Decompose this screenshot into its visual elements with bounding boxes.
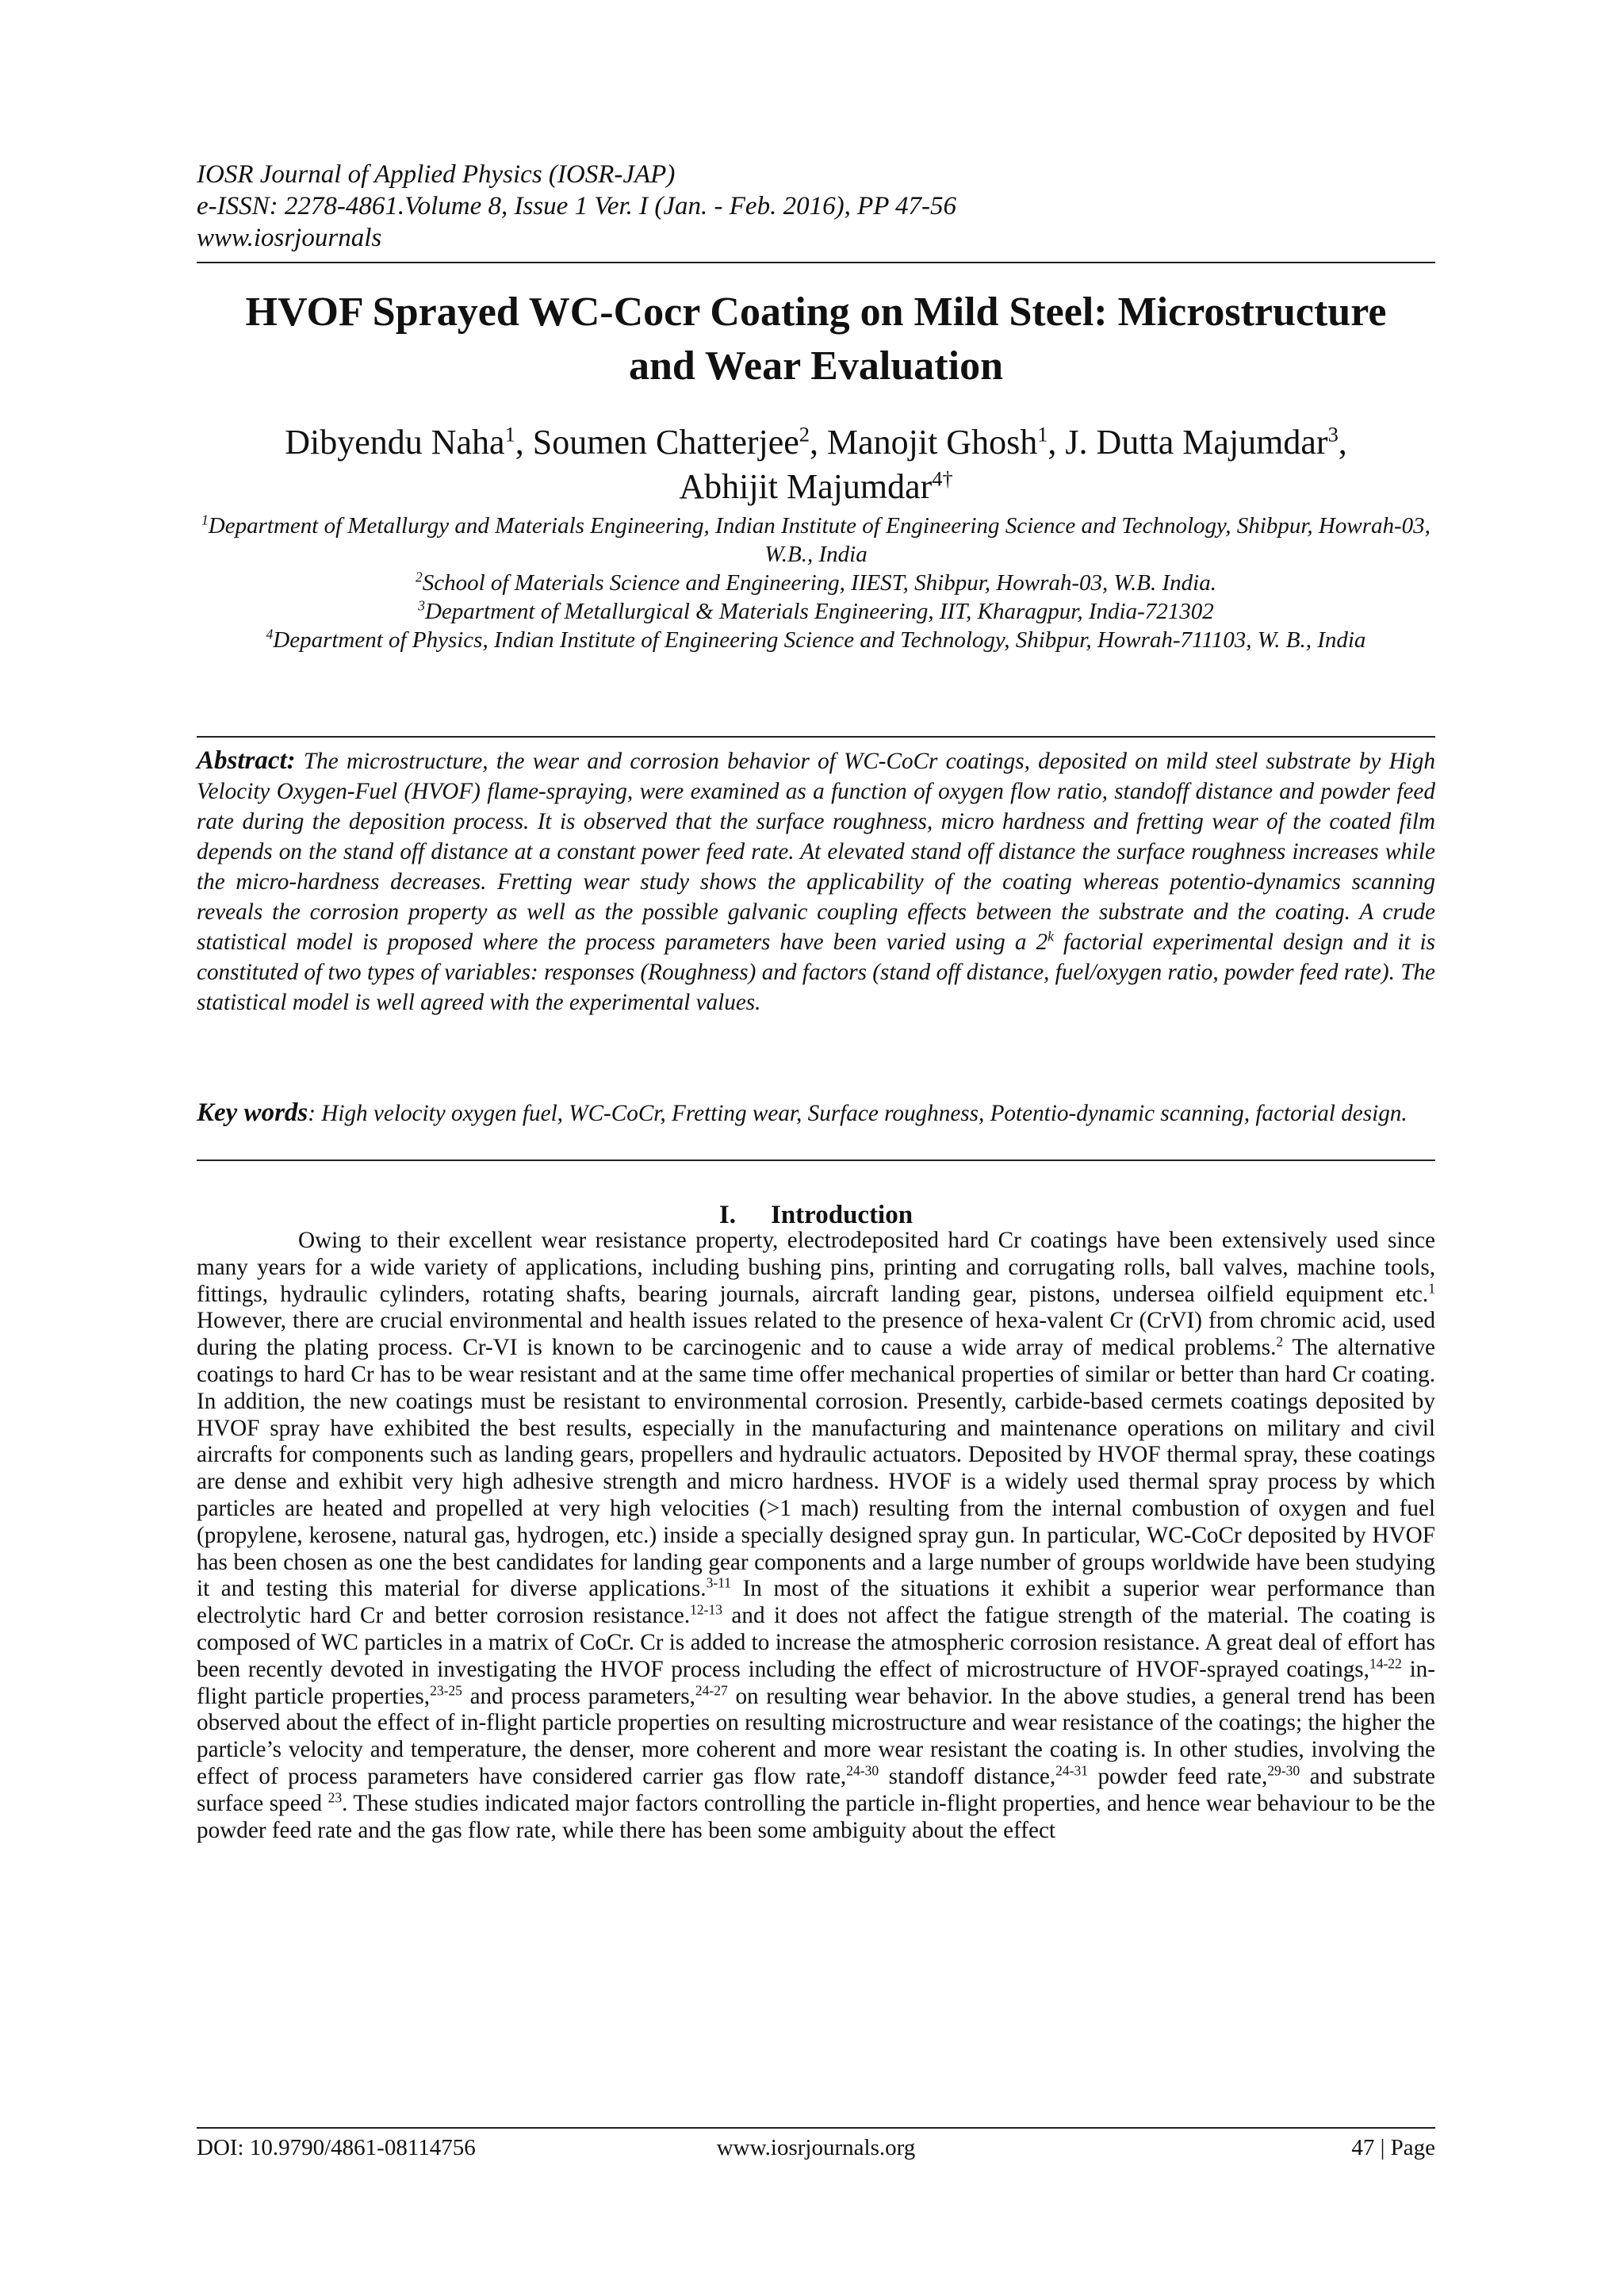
abstract-text-continued: factorial experimental design and it is constituted of two types of variables: responses (Roughness) and factors (stand off distance, fuel/oxygen ratio, powder feed rate). The statistical model is well agreed with the experimental values. (197, 930, 1435, 1015)
body-text: in-flight particle properties, (197, 1656, 1435, 1709)
authors-line-1 (197, 420, 1435, 465)
doi-text: DOI: 10.9790/4861-08114756 (197, 2135, 476, 2160)
author-name: Abhijit Majumdar (679, 467, 933, 506)
affiliation-mark: 2 (416, 569, 423, 585)
author-name: Dibyendu Naha (285, 423, 505, 462)
affiliation-text: School of Materials Science and Engineering, IIEST, Shibpur, Howrah-03, W.B. India. (422, 570, 1216, 596)
body-text: The alternative coatings to hard Cr has to be wear resistant and at the same time offer mechanical properties of similar or better than hard Cr coating. In addition, the new coatings must be resistant to environmental corrosion. Presently, carbide-based cermets coatings deposited by HVOF spray have exhibited the best results, especially in the manufacturing and maintenance operations on military and civil aircrafts for components such as landing gears, propellers and hydraulic actuators. Deposited by HVOF thermal spray, these coatings are dense and exhibit very high adhesive strength and micro hardness. HVOF is a widely used thermal spray process by which particles are heated and propelled at very high velocities (>1 mach) resulting from the internal combustion of oxygen and fuel (propylene, kerosene, natural gas, hydrogen, etc.) inside a specially designed spray gun. In particular, WC-CoCr deposited by HVOF has been chosen as one the best candidates for landing gear components and a large number of groups worldwide have been studying it and testing this material for diverse applications. (197, 1335, 1435, 1602)
title-line-1: HVOF Sprayed WC-Cocr Coating on Mild Steel: Microstructure (245, 289, 1387, 335)
keywords-label: Key words (197, 1098, 308, 1127)
affiliation-mark: 4 (266, 626, 274, 642)
affiliation-mark: 1 (201, 512, 209, 528)
body-text: . These studies indicated major factors controlling the particle in-flight properties, and hence wear behaviour to be the powder feed rate and the gas flow rate, while there has been some ambiguity about the effect (197, 1790, 1435, 1843)
authors-line-2 (197, 465, 1435, 509)
abstract-text: The microstructure, the wear and corrosion behavior of WC-CoCr coatings, deposited on mild steel substrate by High Velocity Oxygen-Fuel (HVOF) flame-spraying, were examined as a function of oxygen flow ratio, standoff distance and powder feed rate during the deposition process. It is observed that the surface roughness, micro hardness and fretting wear of the coated film depends on the stand off distance at a constant power feed rate. At elevated stand off distance the surface roughness increases while the micro-hardness decreases. Fretting wear study shows the applicability of the coating whereas potentio-dynamics scanning reveals the corrosion property as well as the possible galvanic coupling effects between the substrate and the coating. A crude statistical model is proposed where the process parameters have been varied using a 2 (197, 749, 1435, 955)
citation-mark: 3-11 (706, 1574, 732, 1591)
author-affil-mark: 3 (1327, 422, 1339, 447)
journal-website: www.iosrjournals (197, 224, 382, 252)
citation-mark: 29-30 (1267, 1762, 1300, 1779)
citation-mark: 14-22 (1369, 1655, 1402, 1672)
body-text: In most of the situations it exhibit a superior wear performance than electrolytic hard Cr and better corrosion resistance. (197, 1576, 1436, 1629)
affiliations (197, 512, 1435, 654)
footer-divider (197, 2127, 1435, 2129)
citation-mark: 24-27 (695, 1681, 728, 1698)
body-text: powder feed rate, (1088, 1763, 1268, 1789)
issn-line: e-ISSN: 2278-4861.Volume 8, Issue 1 Ver. I (Jan. - Feb. 2016), PP 47-56 (197, 192, 957, 220)
body-text: However, there are crucial environmental and health issues related to the presence of hexa-valent Cr (CrVI) from chromic acid, used during the plating process. Cr-VI is known to be carcinogenic and to cause a wide array of medical problems. (197, 1308, 1435, 1361)
author-name: J. Dutta Majumdar (1065, 423, 1328, 462)
abstract-bottom-divider (197, 1159, 1435, 1161)
body-text: standoff distance, (879, 1763, 1056, 1789)
author-separator: , (515, 423, 533, 462)
body-text: and process parameters, (462, 1683, 695, 1709)
author-affil-mark: 1 (1037, 422, 1048, 447)
citation-mark: 23 (327, 1789, 343, 1805)
abstract-label: Abstract: (197, 746, 296, 775)
author-name: Manojit Ghosh (826, 423, 1038, 462)
citation-mark: 2 (1276, 1333, 1284, 1350)
paper-title (197, 286, 1435, 393)
footer-website: www.iosrjournals.org (716, 2135, 916, 2160)
affiliation-text: Department of Metallurgy and Materials Engineering, Indian Institute of Engineering Science and Technology, Shibpur, Howrah-03, W.B., India (208, 513, 1431, 567)
citation-mark: 1 (1428, 1279, 1435, 1296)
affiliation-text: Department of Physics, Indian Institute of Engineering Science and Technology, Shibpur, Howrah-711103, W. B., India (273, 627, 1366, 653)
body-text: and it does not affect the fatigue strength of the material. The coating is composed of WC particles in a matrix of CoCr. Cr is added to increase the atmospheric corrosion resistance. A great deal of effort has been recently devoted in investigating the HVOF process including the effect of microstructure of HVOF-sprayed coatings, (197, 1603, 1435, 1682)
author-affil-mark: 2 (799, 422, 810, 447)
affiliation-item (197, 512, 1435, 569)
body-text: Owing to their excellent wear resistance property, electrodeposited hard Cr coatings have been extensively used since many years for a wide variety of applications, including bushing pins, printing and corrugating rolls, ball valves, machine tools, fittings, hydraulic cylinders, rotating shafts, bearing journals, aircraft landing gear, pistons, undersea oilfield equipment etc. (197, 1228, 1435, 1307)
body-text: and substrate surface speed (197, 1763, 1435, 1816)
affiliation-item (197, 569, 1435, 597)
author-separator: , (1338, 423, 1347, 462)
keywords (197, 1098, 1435, 1129)
author-separator: , (1048, 423, 1066, 462)
introduction-paragraph (197, 1228, 1435, 1844)
abstract-top-divider (197, 736, 1435, 738)
title-line-2: and Wear Evaluation (629, 343, 1003, 389)
section-number: I. (718, 1201, 736, 1229)
author-name: Soumen Chatterjee (532, 423, 799, 462)
affiliation-item (197, 626, 1435, 654)
citation-mark: 12-13 (690, 1601, 722, 1618)
journal-header (197, 159, 1435, 254)
abstract (197, 746, 1435, 1018)
affiliation-mark: 3 (418, 597, 425, 614)
author-affil-mark: 1 (504, 422, 515, 447)
abstract-superscript: k (1048, 928, 1054, 945)
section-heading (197, 1199, 1435, 1231)
affiliation-item (197, 597, 1435, 626)
citation-mark: 24-30 (846, 1762, 879, 1779)
keywords-text: : High velocity oxygen fuel, WC-CoCr, Fretting wear, Surface roughness, Potentio-dynamic scanning, factorial design. (308, 1101, 1408, 1126)
citation-mark: 23-25 (430, 1681, 462, 1698)
affiliation-text: Department of Metallurgical & Materials Engineering, IIT, Kharagpur, India-721302 (424, 599, 1214, 624)
header-divider (197, 262, 1435, 263)
author-list (197, 420, 1435, 509)
section-title: Introduction (770, 1201, 914, 1229)
page-number: 47 | Page (1351, 2135, 1435, 2160)
author-separator: , (809, 423, 827, 462)
author-affil-mark: 4† (932, 466, 953, 491)
body-text: on resulting wear behavior. In the above studies, a general trend has been observed about the effect of in-flight particle properties on resulting microstructure and wear resistance of the coatings; the higher the particle’s velocity and temperature, the denser, more coherent and more wear resistant the coating is. In other studies, involving the effect of process parameters have considered carrier gas flow rate, (197, 1683, 1435, 1789)
citation-mark: 24-31 (1055, 1762, 1088, 1779)
journal-name: IOSR Journal of Applied Physics (IOSR-JAP) (197, 160, 676, 189)
